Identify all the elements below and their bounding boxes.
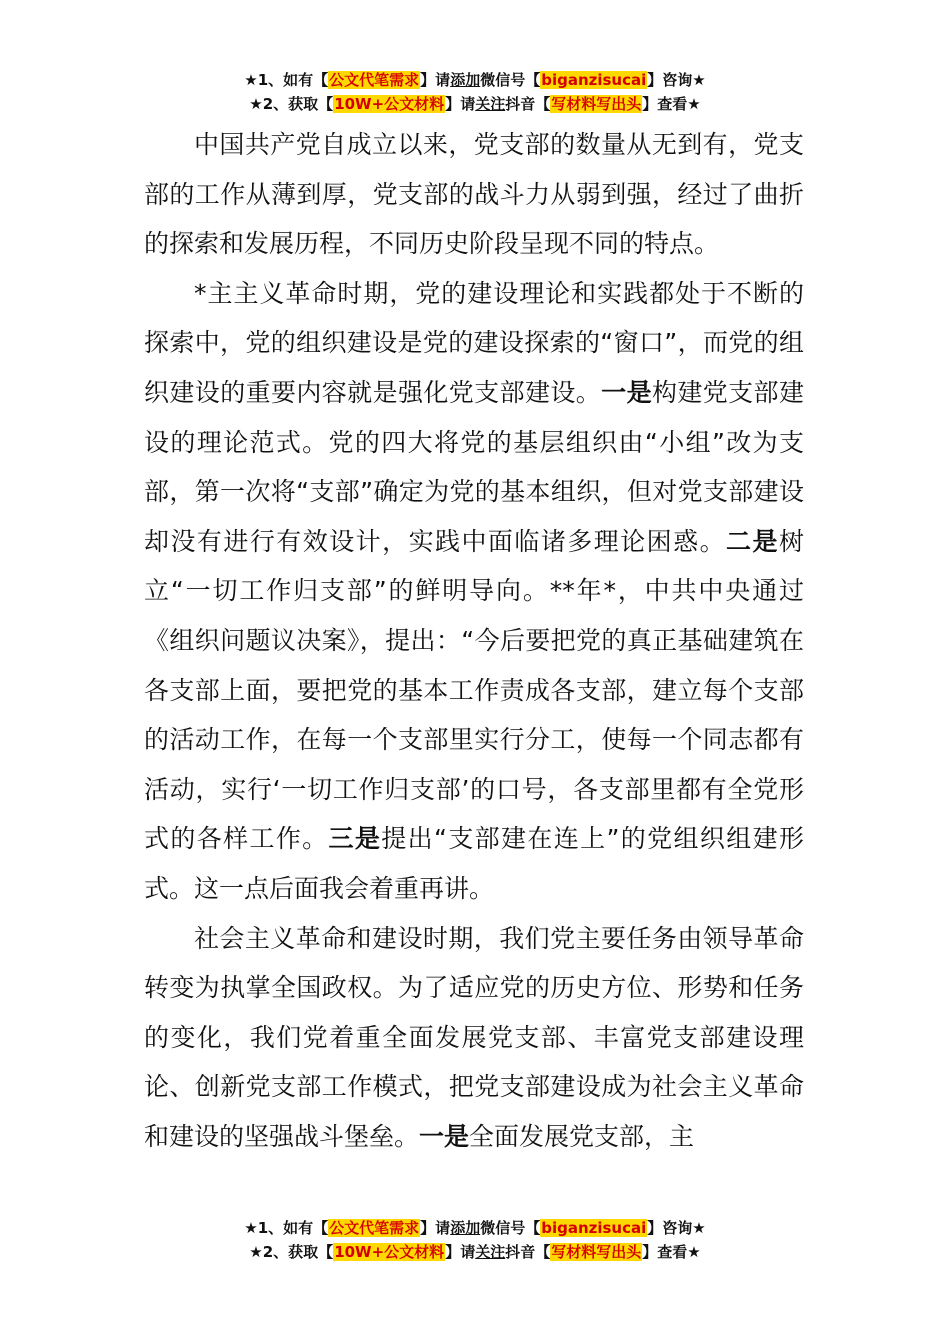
banner-line-2 bbox=[0, 1240, 950, 1264]
banner-text: ★2、获取【 bbox=[249, 95, 334, 113]
emphasis-second: 二是 bbox=[726, 526, 779, 556]
banner-text: ★1、如有【 bbox=[244, 1219, 329, 1237]
paragraph-text: 全面发展党支部，主 bbox=[469, 1121, 695, 1151]
banner-text: 抖音【 bbox=[505, 95, 551, 113]
banner-highlight: 公文代笔需求 bbox=[329, 1219, 420, 1237]
footer-banner bbox=[0, 1216, 950, 1264]
banner-text: 】咨询★ bbox=[647, 71, 706, 89]
emphasis-first: 一是 bbox=[601, 377, 652, 407]
paragraph-text: *主主义革命时期，党的建设理论和实践都处于不断的探索中，党的组织建设是党的建设探索的“窗口”，而党的组织建设的重要内容就是强化党支部建设。 bbox=[144, 278, 804, 407]
banner-highlight: 公文代笔需求 bbox=[329, 71, 420, 89]
banner-highlight: 10W+公文材料 bbox=[334, 1243, 445, 1261]
header-banner bbox=[0, 68, 950, 116]
banner-text: 抖音【 bbox=[505, 1243, 551, 1261]
banner-highlight: 写材料写出头 bbox=[551, 95, 642, 113]
banner-line-2 bbox=[0, 92, 950, 116]
banner-highlight: biganzisucai bbox=[541, 1219, 647, 1237]
banner-highlight: 写材料写出头 bbox=[551, 1243, 642, 1261]
banner-text: 微信号【 bbox=[480, 1219, 541, 1237]
banner-highlight: 10W+公文材料 bbox=[334, 95, 445, 113]
paragraph-text: 构建党支部建设的理论范式。党的四大将党的基层组织由“小组”改为支部，第一次将“支部”确定为党的基本组织，但对党支部建设却没有进行有效设计，实践中面临诸多理论困惑。 bbox=[144, 377, 804, 556]
banner-underline: 添加 bbox=[450, 1219, 481, 1237]
banner-text: ★2、获取【 bbox=[249, 1243, 334, 1261]
banner-underline: 添加 bbox=[450, 71, 481, 89]
banner-text: 微信号【 bbox=[480, 71, 541, 89]
banner-text: 】查看★ bbox=[642, 1243, 701, 1261]
document-body bbox=[144, 120, 804, 1161]
banner-text: ★1、如有【 bbox=[244, 71, 329, 89]
banner-text: 】请 bbox=[420, 71, 451, 89]
banner-text: 】请 bbox=[420, 1219, 451, 1237]
paragraph-text: 树立“一切工作归支部”的鲜明导向。**年*，中共中央通过《组织问题议决案》，提出：“今后要把党的真正基础建筑在各支部上面，要把党的基本工作责成各支部，建立每个支部的活动工作，在每一个支部里实行分工，使每一个同志都有活动，实行‘一切工作归支部’的口号，各支部里都有全党形式的各样工作。 bbox=[144, 526, 804, 854]
banner-text: 】请 bbox=[445, 1243, 476, 1261]
emphasis-first: 一是 bbox=[419, 1121, 470, 1151]
paragraph-1: 中国共产党自成立以来，党支部的数量从无到有，党支部的工作从薄到厚，党支部的战斗力从弱到强，经过了曲折的探索和发展历程，不同历史阶段呈现不同的特点。 bbox=[144, 130, 804, 259]
emphasis-third: 三是 bbox=[328, 824, 382, 854]
banner-text: 】查看★ bbox=[642, 95, 701, 113]
banner-underline: 关注 bbox=[475, 95, 506, 113]
banner-highlight: biganzisucai bbox=[541, 71, 647, 89]
banner-line-1 bbox=[0, 68, 950, 92]
banner-text: 】请 bbox=[445, 95, 476, 113]
banner-text: 】咨询★ bbox=[647, 1219, 706, 1237]
paragraph-2 bbox=[144, 269, 804, 914]
banner-underline: 关注 bbox=[475, 1243, 506, 1261]
banner-line-1 bbox=[0, 1216, 950, 1240]
paragraph-text: 社会主义革命和建设时期，我们党主要任务由领导革命转变为执掌全国政权。为了适应党的历史方位、形势和任务的变化，我们党着重全面发展党支部、丰富党支部建设理论、创新党支部工作模式，把党支部建设成为社会主义革命和建设的坚强战斗堡垒。 bbox=[144, 923, 804, 1151]
paragraph-text: 提出“支部建在连上”的党组织组建形式。这一点后面我会着重再讲。 bbox=[144, 824, 804, 903]
paragraph-3 bbox=[144, 914, 804, 1162]
